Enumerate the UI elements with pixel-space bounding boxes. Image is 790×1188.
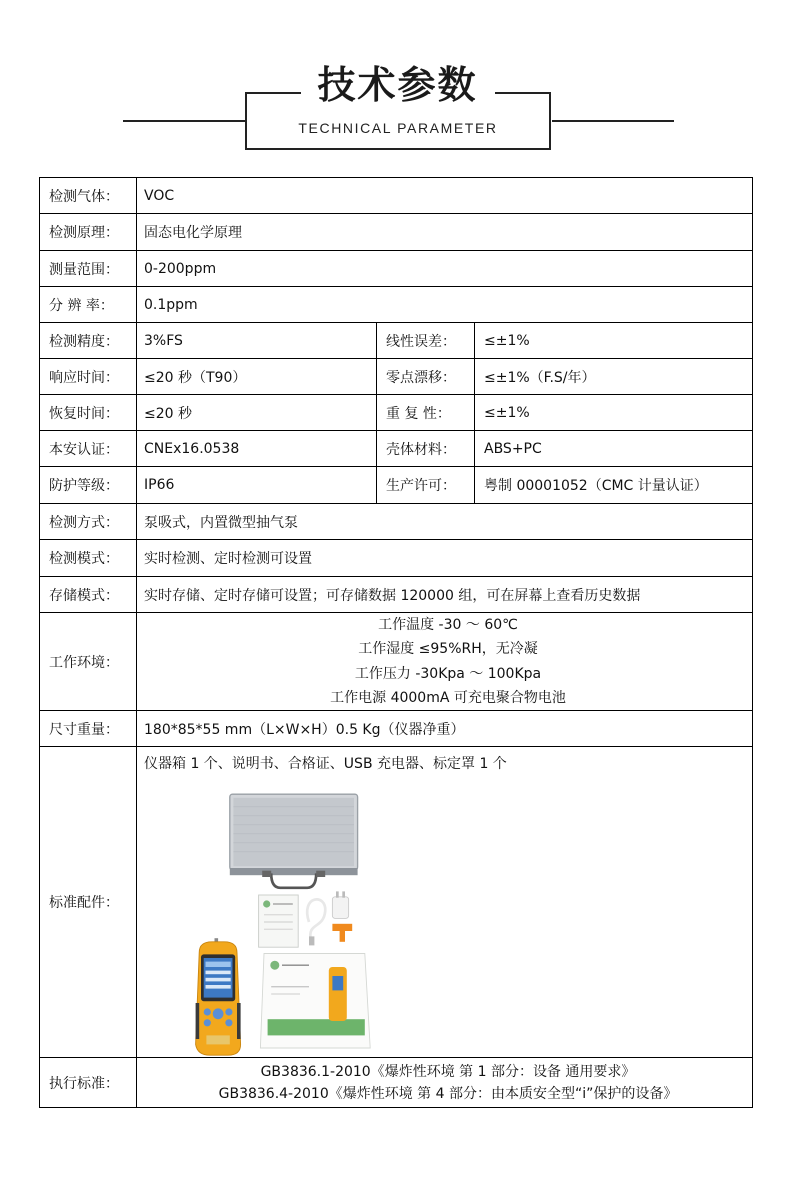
row-method [40,504,752,540]
row-label-secondary: 生产许可： [377,467,475,503]
row-range [40,251,752,287]
row-value-secondary: ≤±1% [484,404,530,421]
manual-booklet [259,895,299,947]
row-value: 180*85*55 mm（L×W×H）0.5 Kg（仪器净重） [144,721,465,738]
row-label: 检测模式： [40,540,137,576]
row-environment [40,613,752,711]
row-storage [40,577,752,613]
row-label: 检测精度： [40,323,137,358]
row-accessories [40,747,752,1058]
row-value: CNEx16.0538 [137,431,377,466]
row-label-secondary: 线性误差： [377,323,475,358]
env-line: 工作电源 4000mA 可充电聚合物电池 [330,690,566,706]
row-value: 0.1ppm [144,296,198,313]
row-value-secondary: ≤±1% [484,332,530,349]
header-frame-top-right [495,92,551,94]
instrument-case [230,794,358,888]
spec-table [39,177,753,1108]
row-label: 检测原理： [40,214,137,250]
env-line: 工作湿度 ≤95%RH，无冷凝 [358,641,538,657]
row-value: 0-200ppm [144,260,217,277]
row-label-secondary: 壳体材料： [377,431,475,466]
env-line: 工作压力 -30Kpa ～ 100Kpa [354,665,542,682]
row-value: 实时存储、定时存储可设置；可存储数据 120000 组，可在屏幕上查看历史数据 [144,587,641,604]
row-size [40,711,752,747]
row-value [137,1058,752,1107]
handheld-detector [196,938,241,1055]
page-header [0,0,790,160]
row-value [137,747,752,1057]
row-accuracy [40,323,752,359]
row-value: 泵吸式，内置微型抽气泵 [144,514,298,531]
row-mode [40,540,752,577]
row-label: 本安认证： [40,431,137,466]
row-resolution [40,287,752,323]
row-label: 检测方式： [40,504,137,539]
row-recovery [40,395,752,431]
row-response [40,359,752,395]
row-label: 存储模式： [40,577,137,612]
row-gas [40,178,752,214]
usb-charger [332,891,348,918]
row-label: 分 辨 率： [40,287,137,322]
standard-line: GB3836.4-2010《爆炸性环境 第 4 部分：由本质安全型“i”保护的设备》 [218,1085,678,1102]
row-value-secondary: ≤±1%（F.S/年） [484,369,596,386]
row-value-secondary: ABS+PC [484,440,542,457]
header-frame-top-left [245,92,301,94]
row-principle [40,214,752,251]
row-value: VOC [144,187,175,204]
row-standard [40,1058,752,1108]
row-value: IP66 [137,467,377,503]
page-subtitle: TECHNICAL PARAMETER [298,120,498,136]
product-photo [144,787,744,1057]
standard-line: GB3836.1-2010《爆炸性环境 第 1 部分：设备 通用要求》 [260,1063,636,1080]
page-title: 技术参数 [317,63,478,107]
row-label-secondary: 零点漂移： [377,359,475,394]
row-value-secondary: 粤制 00001052（CMC 计量认证） [484,478,708,494]
row-value: 实时检测、定时检测可设置 [144,551,312,567]
row-label: 标准配件： [40,747,137,1057]
row-label: 响应时间： [40,359,137,394]
row-value: 3%FS [137,323,377,358]
row-protection [40,467,752,504]
product-leaflet [260,954,370,1049]
row-value: ≤20 秒（T90） [137,359,377,394]
header-rule-left [123,120,245,122]
row-label-secondary: 重 复 性： [377,395,475,430]
row-label: 测量范围： [40,251,137,286]
row-label: 执行标准： [40,1058,137,1107]
header-rule-right [552,120,674,122]
accessories-text: 仪器箱 1 个、说明书、合格证、USB 充电器、标定罩 1 个 [144,756,507,772]
env-line: 工作温度 -30 ～ 60℃ [378,616,518,633]
usb-cable [307,899,325,945]
row-label: 防护等级： [40,467,137,503]
row-cert [40,431,752,467]
row-label: 尺寸重量： [40,711,137,746]
row-value: ≤20 秒 [137,395,377,430]
row-value [137,613,752,710]
row-value: 固态电化学原理 [144,225,242,241]
row-label: 检测气体： [40,178,137,213]
row-label: 工作环境： [40,613,137,710]
calibration-cap [332,924,352,942]
row-label: 恢复时间： [40,395,137,430]
